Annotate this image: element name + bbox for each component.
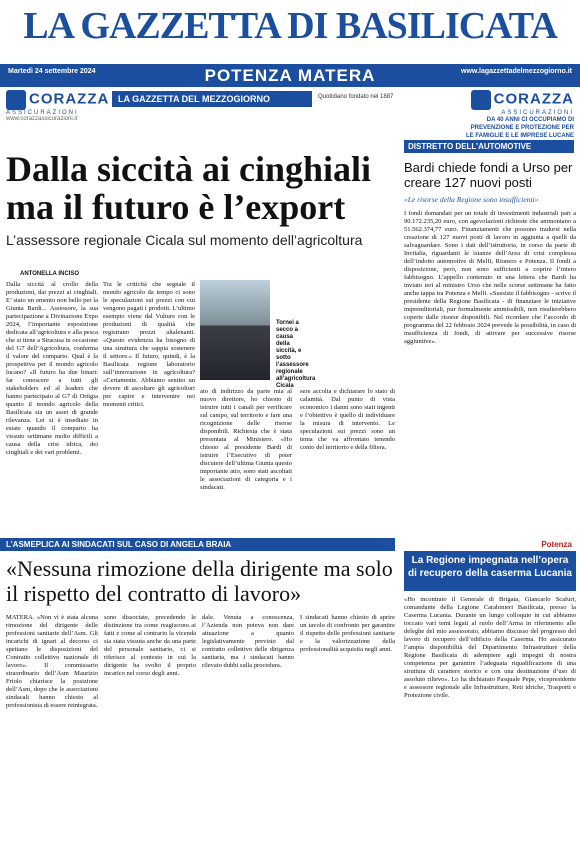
side-headline[interactable]: Bardi chiede fondi a Urso per creare 127 nuovi posti: [404, 160, 573, 190]
section2-label: L’ASMEPLICA AI SINDACATI SUL CASO DI ANGELA BRAIA: [0, 538, 395, 551]
ad-slogan-2: PREVENZIONE E PROTEZIONE PER: [470, 125, 574, 131]
ad-brand-sub: ASSICURAZIONI: [501, 110, 574, 116]
founded-note: Quotidiano fondato nel 1887: [318, 94, 394, 100]
ad-corazza-right[interactable]: [424, 90, 574, 138]
lead-column-2: Tra le criticità che segnale il mondo agricolo da tempo ci sono le speculazioni sui prezzi con cui vengono pagati i prodotti. L’ultimo esempio viene dal Vulture con le produzioni di qualità che registrano prezzi altalenanti. «Questo evidenzia ha bisogno di una struttura che sappia sostenere il settore.» Il futuro, quindi, è la Basilicata regione laboratorio sull’innovazione in agricoltura? «Certamente. Abbiamo sentito un dovere di ascoltare gli agricoltori per capire e intervenire nei momenti critici.: [103, 281, 195, 408]
newspaper-title: LA GAZZETTA DI BASILICATA: [23, 5, 557, 47]
issue-date: Martedì 24 settembre 2024: [8, 68, 96, 75]
ad-slogan-3: LE FAMIGLIE E LE IMPRESE LUCANE: [465, 133, 574, 139]
side-section-label: DISTRETTO DELL’AUTOMOTIVE: [404, 140, 574, 153]
ad-slogan-1: DA 40 ANNI CI OCCUPIAMO DI: [486, 117, 574, 123]
ad-brand: CORAZZA: [29, 90, 110, 108]
photo-caption: Tornei a secco a causa della siccità, e sotto l’assessore regionale all’agricoltura Cicala: [276, 320, 316, 389]
potenza-label: Potenza: [541, 540, 572, 549]
section2-column-2: sono dissociate, precedendo le distinzione tra come reagiscono ai fatti e come al contrario la vicenda sia stata vissuta anche da una parte del personale sanitario, ci si riferisce al contesto in cui la dirigente ha svolto il proprio incarico nel corso degli anni.: [104, 614, 196, 677]
lead-byline: ANTONELLA INCISO: [20, 271, 80, 277]
ad-brand-sub: ASSICURAZIONI: [6, 110, 79, 116]
corazza-logo-icon: [471, 90, 491, 110]
lead-subheadline: L’assessore regionale Cicala sul momento dell’agricoltura: [6, 232, 363, 248]
corazza-logo-icon: [6, 90, 26, 110]
lead-column-3: ato di indirizzo da parte mia al nuovo direttore, ho chiesto di istruire tutti i canali per verificare sul campo, sul territorio e fare una ricognizione delle risorse disponibili. Richiesta che è stata presentata al Ministero. «Ho chiesto al presidente Bardi di istruire l’Esecutivo di poter discutere dell’ultima Giunta questo importante atto, sono stati ascoltati le associazioni di categoria e i sindacati.: [200, 388, 292, 491]
section2-column-4: I sindacati hanno chiesto di aprire un tavolo di confronto per garantire il rispetto delle professioni sanitarie e la valorizzazione della professionalità acquisita negli anni.: [300, 614, 395, 653]
ad-corazza-left[interactable]: [6, 90, 110, 138]
ad-url: www.corazzassicurazioni.it: [6, 116, 78, 122]
section2-headline[interactable]: «Nessuna rimozione della dirigente ma solo il rispetto del contratto di lavoro»: [6, 556, 393, 606]
section2-column-1: MATERA. «Non vi è stata alcuna rimozione del dirigente delle professioni sanitarie dell’Asm. Gli incarichi di ignari al decorso ci spettano le disposizioni del Contratto collettivo nazionale di lavoro». Il commissario straordinario dell’Asm Maurizio Friolo chiarisce la posizione dell’Asm, dopo che le associazioni sindacali hanno chiesto al professionista di essere reintegrata.: [6, 614, 98, 709]
section2-column-3: dale. Venuta a conoscenza, l’Azienda non poteva non dare attuazione a quanto legislativamente previsto dal contratto collettivo delle dirigenza sanitaria, ma i sindacati hanno rilevato dubbi sulla procedura.: [202, 614, 294, 669]
ad-brand: CORAZZA: [493, 90, 574, 108]
parent-paper-label: LA GAZZETTA DEL MEZZOGIORNO: [112, 91, 312, 107]
side-body: I fondi domandati per un totale di investimenti industriali pari a 90.172.235,20 euro, con agevolazioni richieste che ammontano a 51.562.374,77 euro. Finanziamenti che possono tradursi nella creazione di 127 nuovi posti di lavoro in aggiunta a quelli da salvaguardare. Sono i dati dell’istruttoria, in corso da parte di Invitalia, riguardanti le istanze dell’Area di crisi complessa dell’indotto automotive di Melfi, Rionero e Potenza. Il fondi a disposizione, però, non sono sufficienti a coprire l’intero fabbisogno. L’appello contenuto in una lettera che Bardi ha inviato ieri al ministro Urso che nelle scorse settimane ha fatto anche tappa tra Potenza e Melfi. «Sussiste il fabbisogno - scrive il presidente della Regione Basilicata - di finanziare le iniziative imprenditoriali, pur formalmente ammissibili, non risulterebbero coperte dalle risorse disponibili. Nel ricordare che l’accordo di programma del 22 febbraio 2024 prevede la possibilità, in caso di insufficienza di fondi, di attivare per successive risorse aggiuntive».: [404, 210, 576, 345]
lead-headline[interactable]: Dalla siccità ai cinghiali ma il futuro è l’export: [6, 149, 371, 227]
lead-column-1: Dalla siccità al crollo della produzioni, dai prezzi ai cinghiali. E’ stato un omento non bello per la Giunta Bardi... Assessore, la sua partecipazione a Divinazione Expo 2024, l’importante esposizione dedicata all’agricoltura e alla pesca che si tiene a Siracusa in occasione del G7 dell’Agricoltura, conferma il valore del comparto. Qual è la prospettiva per il mondo agricolo lucano? «Il futuro ha due binari: far conoscere a tutti gli stakeholders ed al leaders che hanno partecipato al G7 di Ortigia quanto il mondo agricolo della Basilicata sia un asset di grande rilevanza. Lei si è insediato in estate quando il comparto ha vissuto settimane molto difficili a causa della crisi idrica, dei cinghiali e dei vari problemi.: [6, 281, 98, 456]
potenza-body: «Ho incontrato il Generale di Brigata, Giancarlo Scafuri, comandante della Legione Carabinieri Basilicata, presso la Caserma Lucania. Durante un lungo colloquio in cui abbiamo toccato vari temi legati al ruolo dell’Arma in riferimento alle deleghe del mio assessorato, abbiamo discusso del progresso del lavoro di recupero dell’edificio della Caserma. Ho assicurato l’ampia disponibilità del Dipartimento Infrastrutture della Regione Basilicata di adempiere agli impegni di nostra competenza per garantire l’adeguata riqualificazione di una struttura di carattere storico e con una destinazione d’uso di assoluto rilievo». Lo ha dichiarato Pasquale Pepe, vicepresidente e assessore regionale alle Infrastrutture, Reti idriche, Trasporti e Protezione civile.: [404, 596, 576, 699]
lead-photo: [200, 280, 270, 380]
potenza-headline[interactable]: La Regione impegnata nell’opera di recupero della caserma Lucania: [404, 551, 576, 591]
lead-column-4: sere accolta e dichiarare lo stato di calamità. Dal punto di vista economico i danni sono stati ingenti e l’obiettivo è quello di individuare la misura di intervento. Le speculazioni sui prezzi sono un tema che va affrontato tenendo conto del territorio e della filiera.: [300, 388, 395, 451]
edition-cities: POTENZA MATERA: [204, 66, 376, 85]
side-subheadline: «Le risorse della Regione sono insufficienti»: [404, 195, 539, 204]
website-url[interactable]: www.lagazzettadelmezzogiorno.it: [461, 68, 572, 75]
